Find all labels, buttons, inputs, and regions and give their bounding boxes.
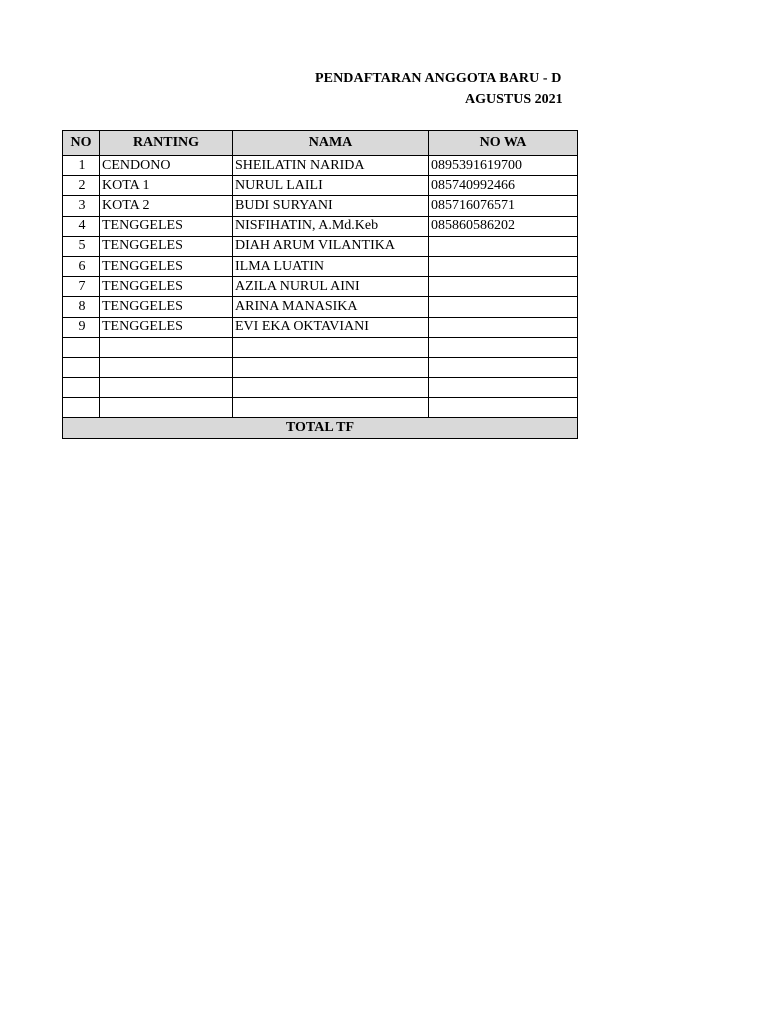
cell-ranting[interactable]: KOTA 1 <box>100 176 233 196</box>
cell-nama[interactable]: DIAH ARUM VILANTIKA <box>233 236 429 256</box>
column-header-wa[interactable]: NO WA <box>429 131 578 156</box>
cell-nama[interactable]: SHEILATIN NARIDA <box>233 156 429 176</box>
table-row <box>63 297 578 317</box>
cell-nama[interactable]: ILMA LUATIN <box>233 256 429 276</box>
column-header-ranting[interactable]: RANTING <box>100 131 233 156</box>
page-title: PENDAFTARAN ANGGOTA BARU - D <box>315 71 562 86</box>
cell-nama[interactable] <box>233 337 429 357</box>
cell-ranting[interactable] <box>100 337 233 357</box>
column-header-nama[interactable]: NAMA <box>233 131 429 156</box>
cell-no[interactable]: 9 <box>63 317 100 337</box>
table-row-empty <box>63 337 578 357</box>
page-subtitle: AGUSTUS 2021 <box>465 92 563 107</box>
cell-ranting[interactable]: TENGGELES <box>100 256 233 276</box>
cell-ranting[interactable]: TENGGELES <box>100 216 233 236</box>
cell-wa[interactable] <box>429 236 578 256</box>
cell-nama[interactable]: ARINA MANASIKA <box>233 297 429 317</box>
cell-wa[interactable] <box>429 398 578 418</box>
cell-wa[interactable] <box>429 277 578 297</box>
cell-ranting[interactable]: TENGGELES <box>100 236 233 256</box>
table-row-empty <box>63 357 578 377</box>
registration-table <box>62 130 578 439</box>
cell-no[interactable]: 7 <box>63 277 100 297</box>
cell-ranting[interactable] <box>100 378 233 398</box>
title-area <box>0 0 578 120</box>
cell-nama[interactable]: NISFIHATIN, A.Md.Keb <box>233 216 429 236</box>
cell-ranting[interactable]: TENGGELES <box>100 297 233 317</box>
cell-ranting[interactable]: TENGGELES <box>100 277 233 297</box>
cell-no[interactable]: 8 <box>63 297 100 317</box>
cell-no[interactable]: 1 <box>63 156 100 176</box>
total-label[interactable]: TOTAL TF <box>63 418 578 438</box>
table-row <box>63 317 578 337</box>
table-row <box>63 216 578 236</box>
cell-no[interactable] <box>63 398 100 418</box>
cell-wa[interactable]: 085740992466 <box>429 176 578 196</box>
cell-nama[interactable] <box>233 357 429 377</box>
cell-wa[interactable]: 085716076571 <box>429 196 578 216</box>
cell-no[interactable] <box>63 378 100 398</box>
cell-ranting[interactable] <box>100 398 233 418</box>
cell-no[interactable] <box>63 337 100 357</box>
cell-nama[interactable]: BUDI SURYANI <box>233 196 429 216</box>
cell-nama[interactable]: NURUL LAILI <box>233 176 429 196</box>
column-header-no[interactable]: NO <box>63 131 100 156</box>
cell-no[interactable]: 5 <box>63 236 100 256</box>
cell-no[interactable]: 3 <box>63 196 100 216</box>
cell-wa[interactable] <box>429 357 578 377</box>
cell-wa[interactable]: 0895391619700 <box>429 156 578 176</box>
table-row-empty <box>63 378 578 398</box>
cell-wa[interactable] <box>429 337 578 357</box>
cell-no[interactable]: 2 <box>63 176 100 196</box>
cell-ranting[interactable] <box>100 357 233 377</box>
table-row <box>63 277 578 297</box>
table-row <box>63 256 578 276</box>
cell-nama[interactable]: EVI EKA OKTAVIANI <box>233 317 429 337</box>
cell-ranting[interactable]: TENGGELES <box>100 317 233 337</box>
table-row <box>63 156 578 176</box>
cell-nama[interactable] <box>233 398 429 418</box>
cell-wa[interactable] <box>429 317 578 337</box>
table-row <box>63 196 578 216</box>
table-row <box>63 236 578 256</box>
cell-ranting[interactable]: CENDONO <box>100 156 233 176</box>
cell-no[interactable] <box>63 357 100 377</box>
cell-wa[interactable] <box>429 256 578 276</box>
cell-nama[interactable]: AZILA NURUL AINI <box>233 277 429 297</box>
cell-no[interactable]: 4 <box>63 216 100 236</box>
cell-nama[interactable] <box>233 378 429 398</box>
table-row <box>63 176 578 196</box>
cell-wa[interactable]: 085860586202 <box>429 216 578 236</box>
cell-wa[interactable] <box>429 378 578 398</box>
cell-no[interactable]: 6 <box>63 256 100 276</box>
table-row-empty <box>63 398 578 418</box>
header-row <box>63 131 578 156</box>
cell-ranting[interactable]: KOTA 2 <box>100 196 233 216</box>
total-row <box>63 418 578 438</box>
cell-wa[interactable] <box>429 297 578 317</box>
